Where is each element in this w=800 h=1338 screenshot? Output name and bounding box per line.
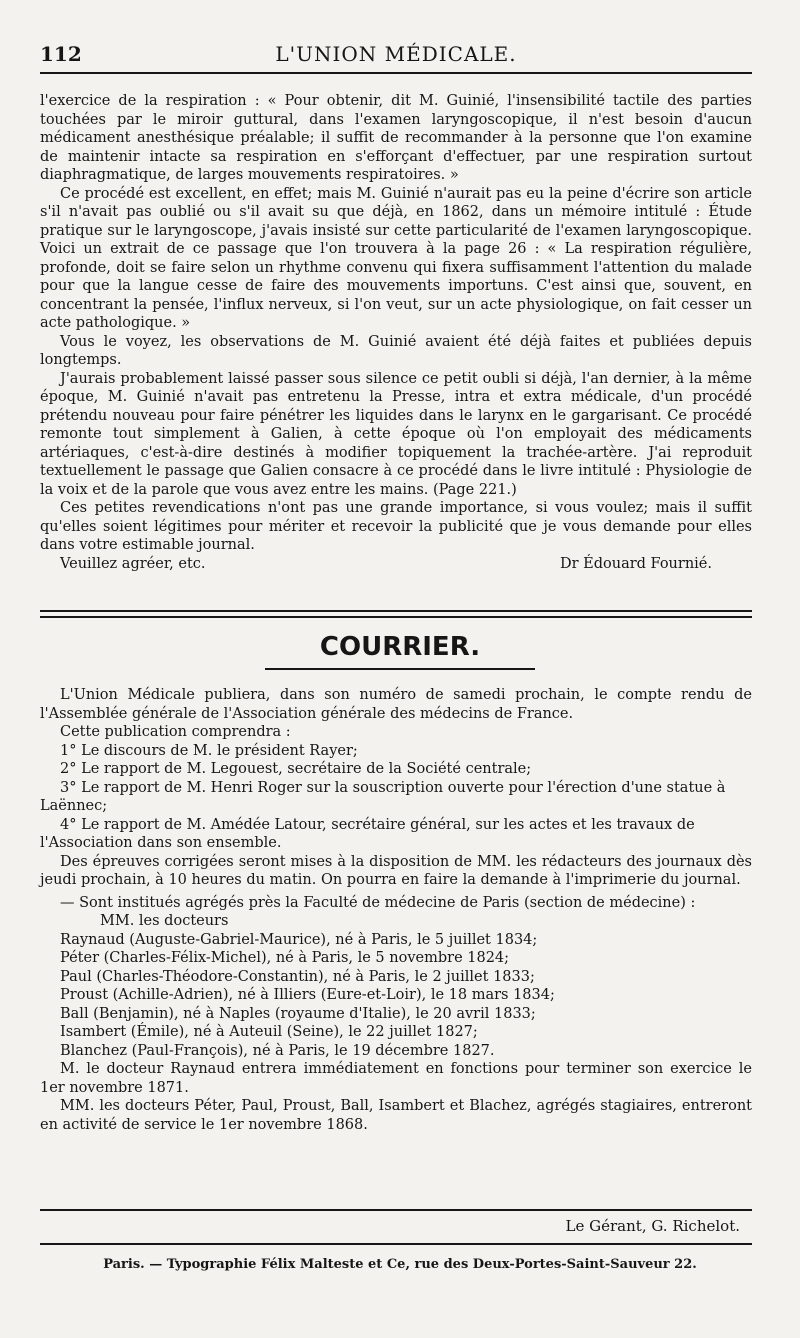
doctor-entry: Blanchez (Paul-François), né à Paris, le 19 décembre 1827. — [60, 1042, 495, 1059]
stagiaires-note: MM. les docteurs Péter, Paul, Proust, Ball, Isambert et Blachez, agrégés stagiaires, entreront en activité de service le 1er novembre 1868. — [40, 1098, 752, 1133]
doctor-entry: Paul (Charles-Théodore-Constantin), né à Paris, le 2 juillet 1833; — [60, 968, 535, 985]
doctor-entry: Isambert (Émile), né à Auteuil (Seine), le 22 juillet 1827; — [60, 1024, 478, 1040]
letter-signature: Dr Édouard Fournié. — [559, 555, 712, 572]
doctor-entry: Proust (Achille-Adrien), né à Illiers (Eure-et-Loir), le 18 mars 1834; — [60, 987, 555, 1003]
journal-title: L'UNION MÉDICALE. — [275, 42, 517, 66]
courrier-proofs: Des épreuves corrigées seront mises à la disposition de MM. les rédacteurs des journaux dès jeudi prochain, à 10 heures du matin. On pourra en faire la demande à l'imprimerie du journal. — [40, 853, 752, 888]
section-title: COURRIER. — [319, 632, 481, 662]
agreges-intro: — Sont institués agrégés près la Faculté de médecine de Paris (section de médecine) : — [60, 894, 696, 911]
courrier-contents-label: Cette publication comprendra : — [60, 724, 291, 740]
gerant-signature: Le Gérant, G. Richelot. — [565, 1217, 740, 1235]
doctor-entry: Péter (Charles-Félix-Michel), né à Paris, le 5 novembre 1824; — [60, 950, 510, 966]
letter-paragraph: Ce procédé est excellent, en effet; mais M. Guinié n'aurait pas eu la peine d'écrire son article s'il n'avait pas oublié ou s'il avait su que déjà, en 1862, dans un mémoire intitulé : Étude pratique sur le laryngoscope, j'avais insisté sur cette particularité de l'examen laryngoscopique. Voici un extrait de ce passage que l'on trouvera à la page 26 : « La respiration régulière, profonde, doit se faire selon un rhythme convenu qui fixera suffisamment l'attention du malade pour que la langue cesse de faire des mouvements importuns. C'est ainsi que, souvent, en concentrant la pensée, l'influx nerveux, si l'on veut, sur un acte physiologique, on fait cesser un acte pathologique. » — [40, 185, 752, 331]
printer-line: Paris. — Typographie Félix Malteste et Ce, rue des Deux-Portes-Saint-Sauveur 22. — [103, 1257, 697, 1272]
courrier-intro: L'Union Médicale publiera, dans son numéro de samedi prochain, le compte rendu de l'Assemblée générale de l'Association générale des médecins de France. — [40, 687, 752, 722]
page-header — [40, 42, 752, 70]
letter-body — [40, 92, 752, 573]
raynaud-note: M. le docteur Raynaud entrera immédiatement en fonctions pour terminer son exercice le 1er novembre 1871. — [40, 1061, 752, 1096]
doctor-entry: Ball (Benjamin), né à Naples (royaume d'Italie), le 20 avril 1833; — [60, 1005, 536, 1022]
header-rule — [40, 72, 752, 74]
doctor-entry: Raynaud (Auguste-Gabriel-Maurice), né à Paris, le 5 juillet 1834; — [60, 931, 538, 948]
section-rule — [40, 616, 752, 618]
courrier-item: 4° Le rapport de M. Amédée Latour, secrétaire général, sur les actes et les travaux de l'Association dans son ensemble. — [40, 816, 695, 851]
footer-rule — [40, 1209, 752, 1211]
courrier-body — [40, 686, 752, 1134]
courrier-item: 3° Le rapport de M. Henri Roger sur la souscription ouverte pour l'érection d'une statue à Laënnec; — [40, 779, 726, 814]
letter-paragraph: Vous le voyez, les observations de M. Guinié avaient été déjà faites et publiées depuis longtemps. — [40, 333, 752, 368]
title-underline — [265, 668, 535, 670]
courrier-item: 1° Le discours de M. le président Rayer; — [60, 742, 358, 759]
footer-rule — [40, 1243, 752, 1245]
letter-paragraph: Ces petites revendications n'ont pas une grande importance, si vous voulez; mais il suffit qu'elles soient légitimes pour mériter et recevoir la publicité que je vous demande pour elles dans votre estimable journal. — [40, 500, 752, 553]
section-rule — [40, 610, 752, 612]
letter-paragraph: J'aurais probablement laissé passer sous silence ce petit oubli si déjà, l'an dernier, à la même époque, M. Guinié n'avait pas entretenu la Presse, intra et extra médicale, d'un procédé prétendu nouveau pour faire pénétrer les liquides dans le larynx en le gargarisant. Ce procédé remonte tout simplement à Galien, à cette époque où l'on employait des médicaments artériaques, c'est-à-dire destinés à modifier topiquement la trachée-artère. J'ai reproduit textuellement le passage que Galien consacre à ce procédé dans le livre intitulé : Physiologie de la voix et de la parole que vous avez entre les mains. (Page 221.) — [40, 370, 752, 498]
page-number: 112 — [40, 42, 82, 66]
doctors-label: MM. les docteurs — [100, 913, 229, 929]
courrier-item: 2° Le rapport de M. Legouest, secrétaire de la Société centrale; — [60, 761, 532, 777]
letter-paragraph: l'exercice de la respiration : « Pour obtenir, dit M. Guinié, l'insensibilité tactile des parties touchées par le miroir guttural, dans l'examen laryngoscopique, il n'est besoin d'aucun médicament anesthésique préalable; il suffit de recommander à la personne que l'on examine de maintenir intacte sa respiration en s'efforçant d'effectuer, par une respiration surtout diaphragmatique, de larges mouvements respiratoires. » — [40, 93, 752, 183]
letter-closing: Veuillez agréer, etc. — [60, 555, 206, 572]
